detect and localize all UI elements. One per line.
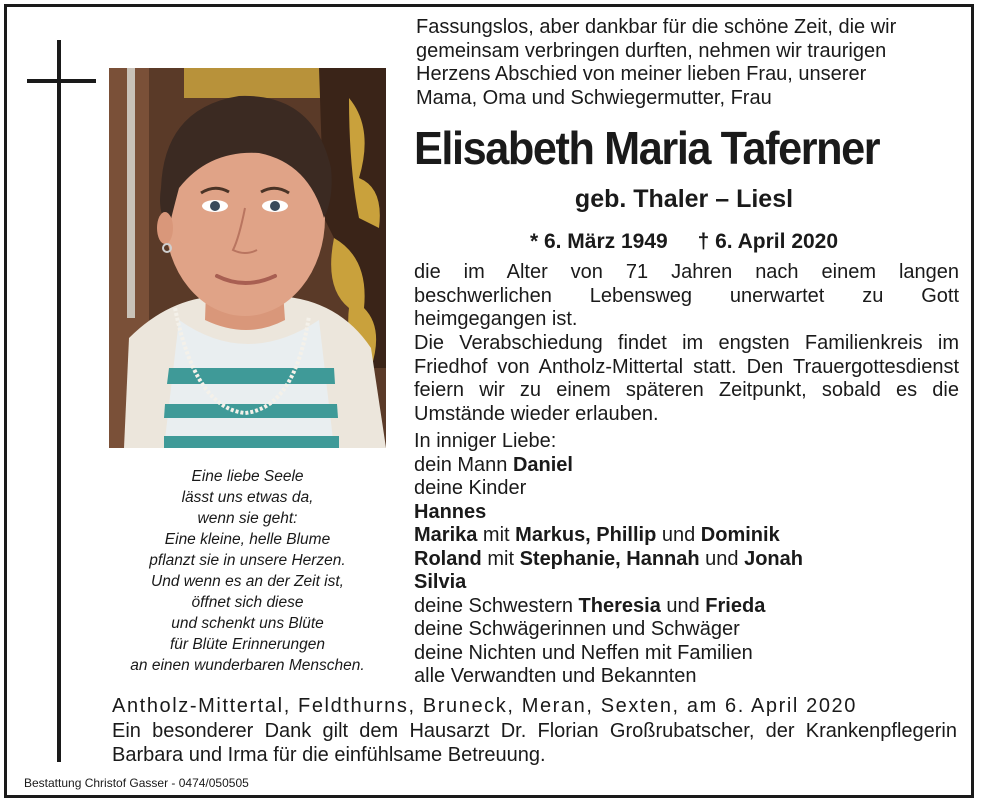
intro-line: gemeinsam verbringen durften, nehmen wir traurigen <box>416 39 887 62</box>
birth-date: * 6. März 1949 <box>529 230 668 253</box>
mourner-name: Markus, Phillip <box>515 524 657 546</box>
life-dates <box>414 230 954 254</box>
thanks-note: Ein besonderer Dank gilt dem Hausarzt Dr. Florian Großrubatscher, der Krankenpflegerin Barbara und Irma für die einfühlsame Betreuung. <box>112 720 957 766</box>
mourner-line <box>414 501 959 525</box>
mourner-line <box>414 665 959 689</box>
intro-line: Mama, Oma und Schwiegermutter, Frau <box>416 86 772 109</box>
poem-line: öffnet sich diese <box>191 594 304 611</box>
poem-line: an einen wunderbaren Menschen. <box>130 657 365 674</box>
poem-line: und schenkt uns Blüte <box>171 615 324 632</box>
mourner-relation: mit <box>481 547 520 570</box>
deceased-name: Elisabeth Maria Taferner <box>414 122 880 174</box>
funeral-home-footer: Bestattung Christof Gasser - 0474/050505 <box>24 776 249 790</box>
mourner-relation: deine Kinder <box>414 477 527 499</box>
mourner-name: Stephanie, Hannah <box>519 547 700 570</box>
mourner-list <box>414 430 959 689</box>
mourner-name: Frieda <box>705 594 766 617</box>
poem <box>105 466 390 676</box>
mourner-name: Silvia <box>414 571 467 593</box>
poem-line: Und wenn es an der Zeit ist, <box>151 573 344 590</box>
mourner-name: Roland <box>414 547 482 570</box>
portrait-illustration <box>109 68 386 448</box>
portrait-photo <box>109 68 386 448</box>
mourner-relation: alle Verwandten und Bekannten <box>414 665 697 687</box>
mourner-line <box>414 454 959 478</box>
mourner-name: Dominik <box>700 524 780 546</box>
mourner-line <box>414 477 959 501</box>
mourner-name: Hannes <box>414 500 487 523</box>
mourner-line <box>414 548 959 572</box>
mourner-relation: und <box>656 524 701 546</box>
intro-text <box>416 16 956 110</box>
mourner-name: Daniel <box>512 453 573 476</box>
poem-line: lässt uns etwas da, <box>181 489 314 506</box>
death-date: † 6. April 2020 <box>697 230 839 253</box>
mourner-line <box>414 595 959 619</box>
mourner-relation: mit <box>477 524 516 546</box>
intro-line: Herzens Abschied von meiner lieben Frau, unserer <box>416 63 867 85</box>
cross-icon-horizontal <box>27 79 96 83</box>
cross-icon-vertical <box>57 40 61 762</box>
mourner-relation: deine Nichten und Neffen mit Familien <box>414 641 753 664</box>
mourner-relation: deine Schwestern <box>414 594 579 617</box>
mourner-line <box>414 642 959 666</box>
funeral-paragraph: Die Verabschiedung findet im engsten Familienkreis im Friedhof von Antholz-Mittertal statt. Den Trauergottesdienst feiern wir zu einem späteren Zeitpunkt, sobald es die Umstände wieder erlauben. <box>414 332 959 425</box>
intro-line: Fassungslos, aber dankbar für die schöne Zeit, die wir <box>416 16 897 38</box>
mourner-line <box>414 571 959 595</box>
mourners-heading: In inniger Liebe: <box>414 430 557 452</box>
age-paragraph: die im Alter von 71 Jahren nach einem langen beschwerlichen Lebensweg unerwartet zu Gott heimgegangen ist. <box>414 261 959 331</box>
poem-line: Eine liebe Seele <box>191 468 304 485</box>
poem-line: pflanzt sie in unsere Herzen. <box>149 552 346 569</box>
maiden-name: geb. Thaler – Liesl <box>574 185 794 213</box>
mourner-line <box>414 524 959 548</box>
poem-line: wenn sie geht: <box>197 510 298 527</box>
poem-line: für Blüte Erinnerungen <box>169 636 326 653</box>
mourner-relation: dein Mann <box>414 453 513 476</box>
mourner-name: Jonah <box>744 547 803 570</box>
mourner-relation: deine Schwägerinnen und Schwäger <box>414 618 740 640</box>
poem-line: Eine kleine, helle Blume <box>164 531 331 548</box>
mourner-name: Marika <box>414 524 478 546</box>
place-and-date: Antholz-Mittertal, Feldthurns, Bruneck, Meran, Sexten, am 6. April 2020 <box>112 695 858 717</box>
mourner-name: Theresia <box>578 594 661 617</box>
mourner-relation: und <box>660 594 706 617</box>
mourner-line <box>414 618 959 642</box>
mourner-relation: und <box>699 547 745 570</box>
